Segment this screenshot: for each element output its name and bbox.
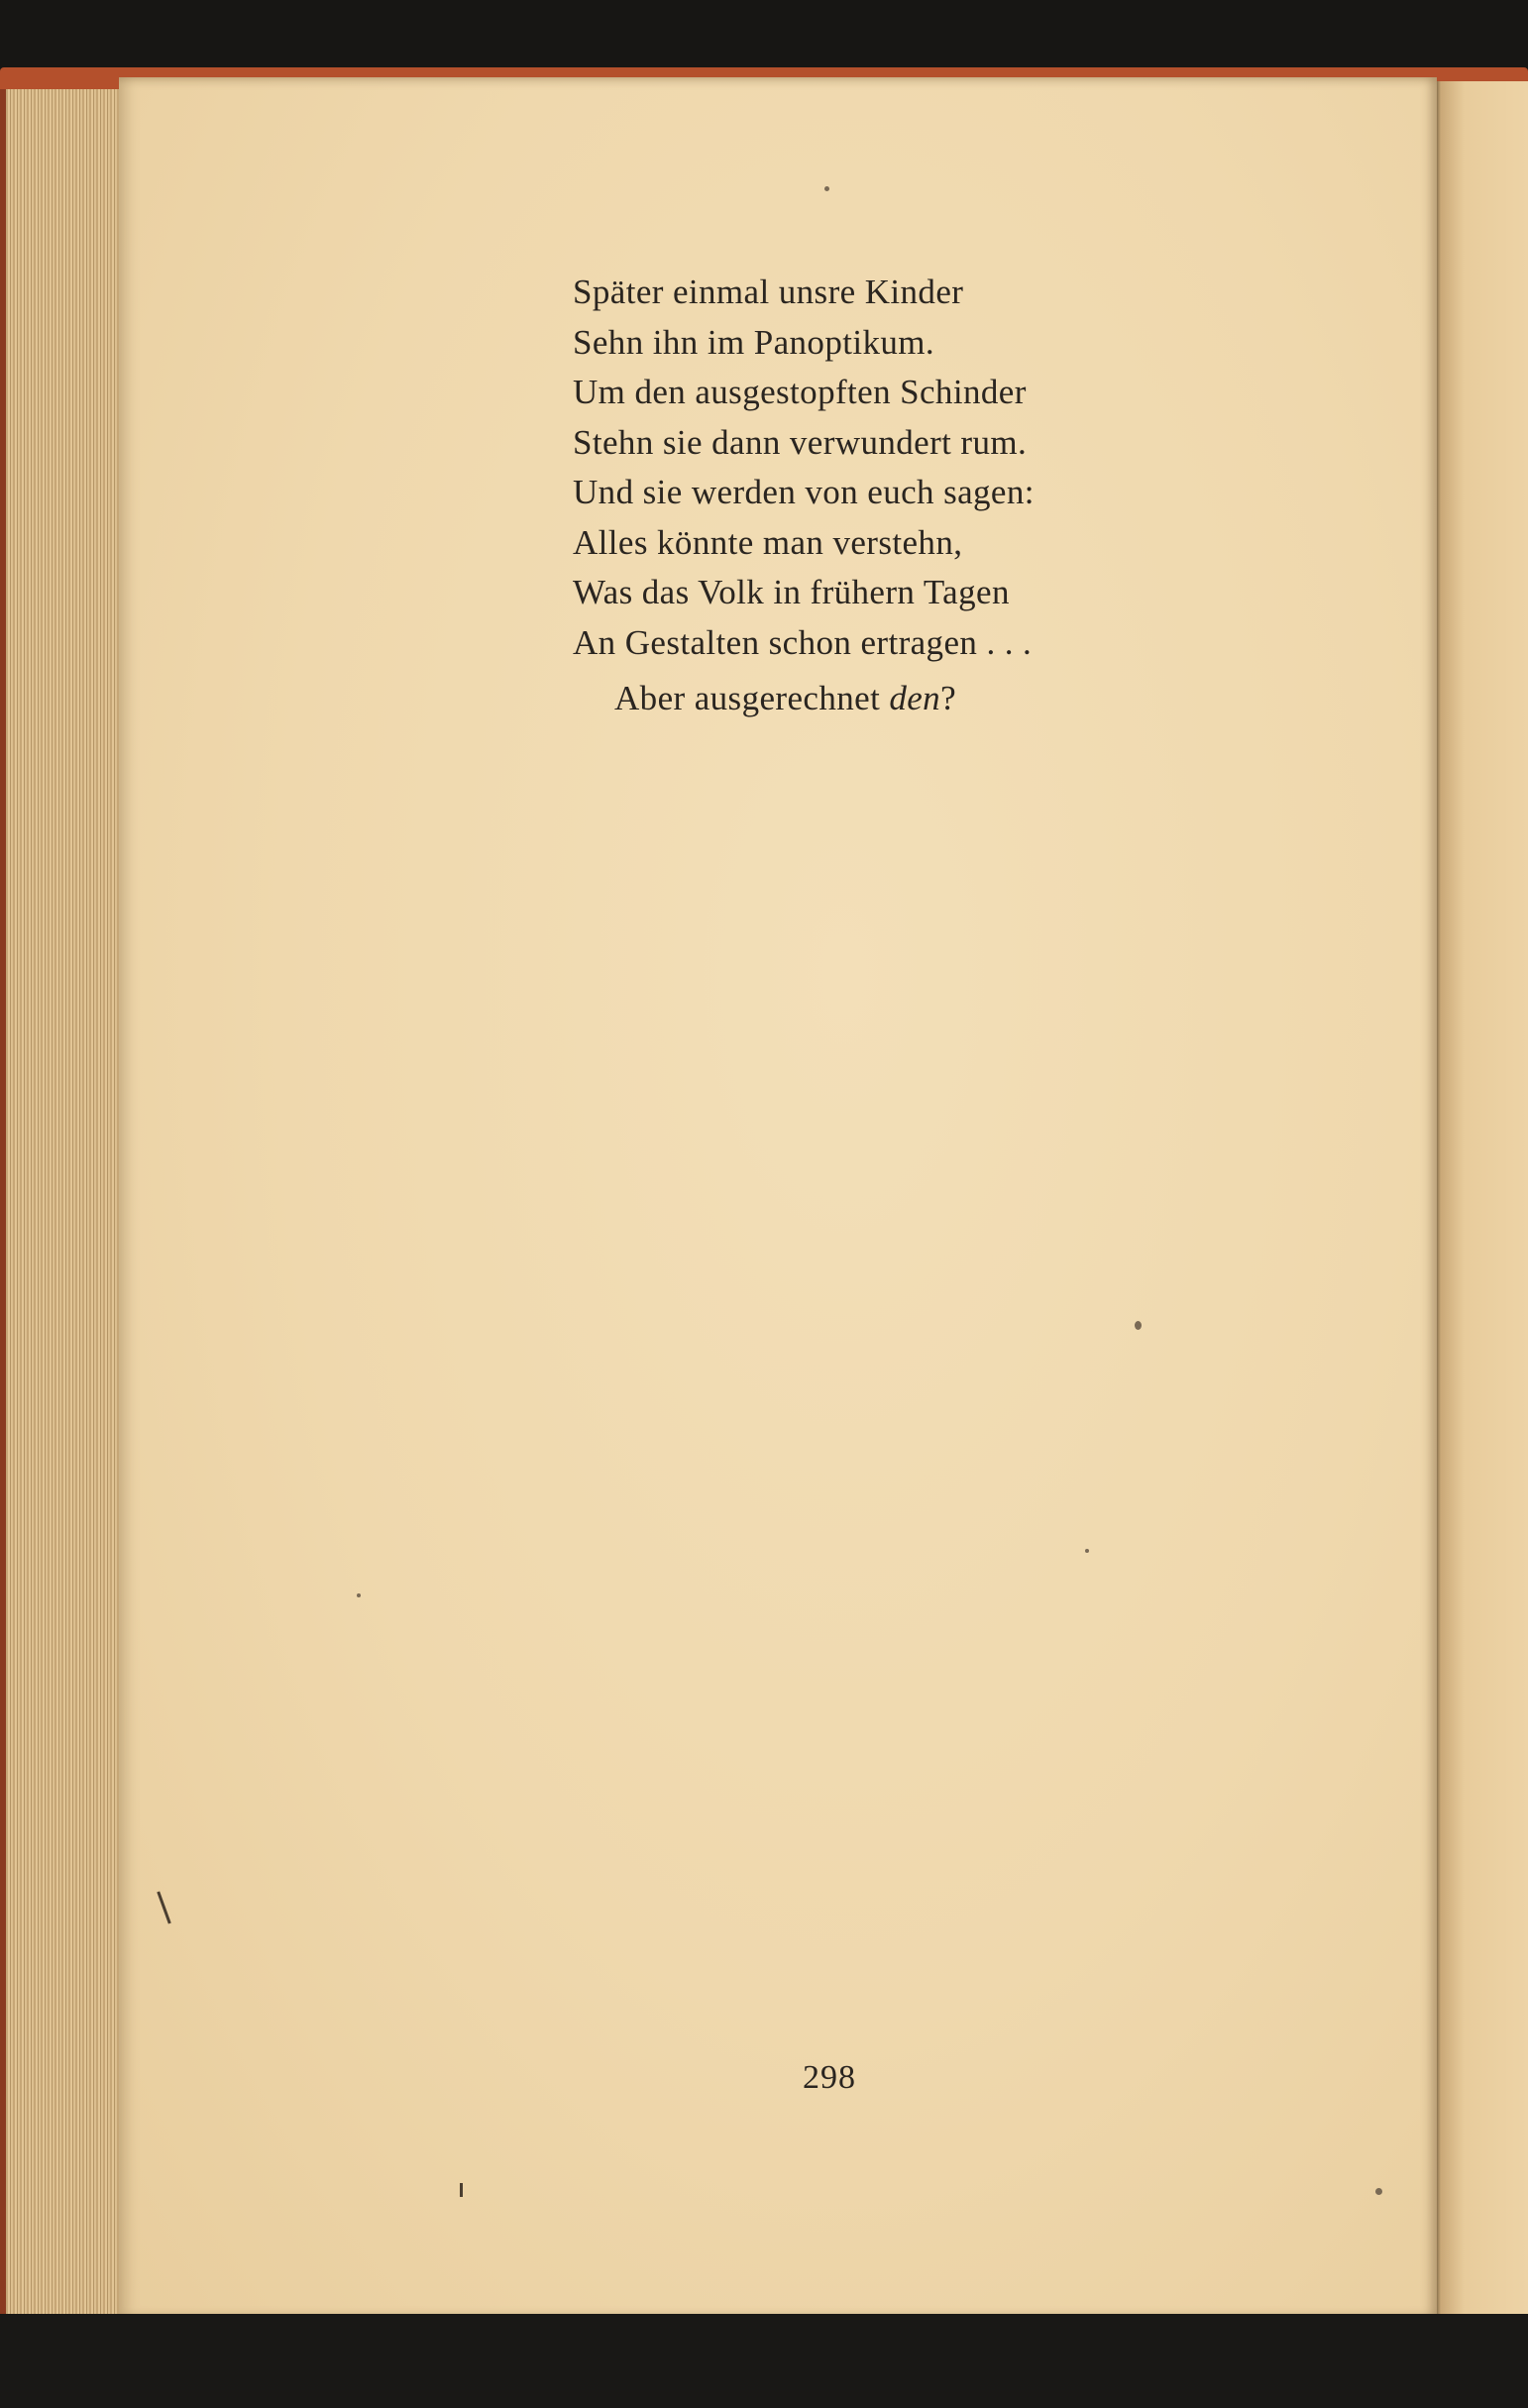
emphasized-word: den <box>889 679 941 717</box>
poem-line: Um den ausgestopften Schinder <box>573 373 1027 411</box>
scan-background-bottom <box>0 2314 1528 2408</box>
poem-final-line <box>573 674 1207 724</box>
poem-line: Was das Volk in frühern Tagen <box>573 573 1010 611</box>
poem-line: Sehn ihn im Panoptikum. <box>573 322 935 362</box>
paper-speck <box>824 186 829 191</box>
paper-speck <box>357 1593 361 1597</box>
paper-mark <box>460 2183 463 2197</box>
final-line-text: Aber ausgerechnet <box>614 679 890 717</box>
poem-line: An Gestalten schon ertragen . . . <box>573 622 1033 662</box>
final-line-punctuation: ? <box>940 679 957 717</box>
paper-speck <box>1085 1549 1089 1553</box>
facing-page-edge <box>1435 81 1528 2319</box>
paper-speck <box>1135 1321 1142 1330</box>
poem-line: Und sie werden von euch sagen: <box>573 473 1035 511</box>
paper-speck <box>1375 2188 1382 2195</box>
poem-line: Stehn sie dann verwundert rum. <box>573 422 1028 462</box>
paper-mark <box>157 1892 170 1924</box>
poem-stanza <box>573 268 1207 724</box>
scan-background-top <box>0 0 1528 69</box>
page-number: 298 <box>803 2059 856 2096</box>
poem-line: Später einmal unsre Kinder <box>573 273 964 311</box>
poem-line: Alles könnte man verstehn, <box>573 522 963 562</box>
